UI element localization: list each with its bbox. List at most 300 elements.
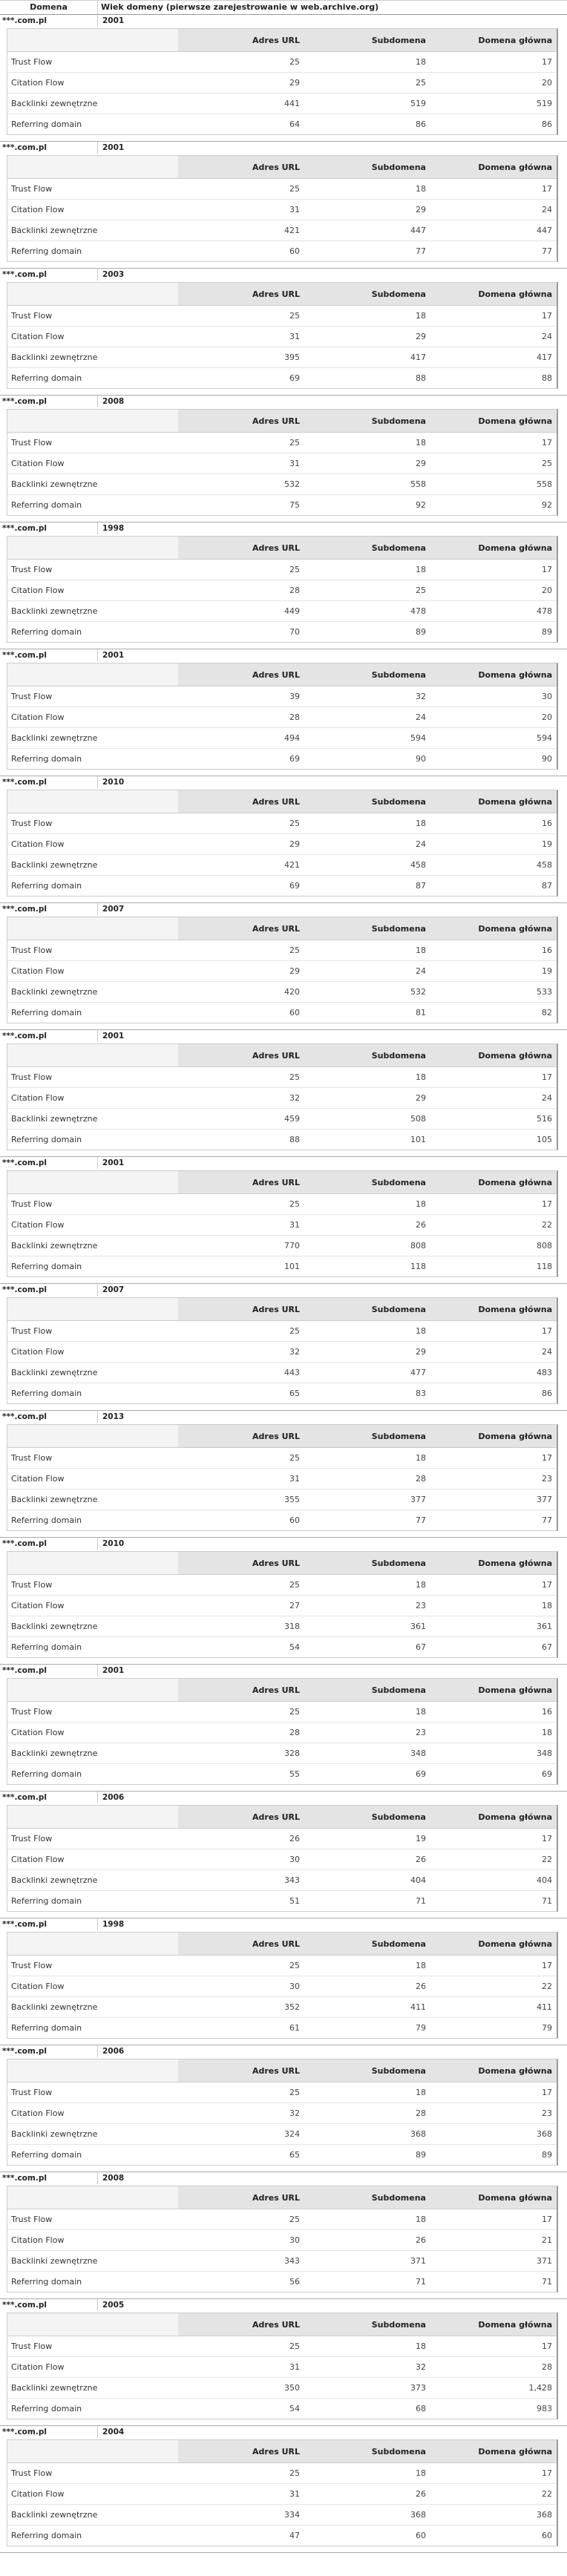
metric-value: 18	[304, 813, 430, 834]
metric-value: 558	[304, 474, 430, 495]
column-header: Subdomena	[304, 410, 430, 433]
metrics-table	[7, 2440, 557, 2546]
table-row	[7, 1469, 557, 1489]
table-row	[7, 2505, 557, 2526]
metric-value: 77	[542, 246, 552, 256]
metric-label: Citation Flow	[7, 834, 178, 855]
metric-value: 47	[289, 2531, 300, 2540]
metric-label: Referring domain	[11, 1262, 82, 1271]
metric-value: 18	[304, 1321, 430, 1342]
metric-value: 54	[289, 2404, 300, 2413]
domain-block	[0, 396, 567, 522]
metric-value: 18	[304, 1448, 430, 1469]
metric-value: 18	[304, 2463, 430, 2484]
domain-name: ***.com.pl	[0, 2299, 98, 2311]
domain-name: ***.com.pl	[0, 1538, 98, 1550]
metric-value: 22	[430, 1849, 557, 1870]
metric-value: 24	[304, 834, 430, 855]
block-spacer	[0, 2292, 567, 2298]
metrics-table	[7, 1298, 557, 1403]
domain-block	[0, 1411, 567, 1538]
metric-value: 29	[304, 200, 430, 220]
metric-value: 348	[304, 1743, 430, 1764]
metric-value: 28	[430, 2357, 557, 2378]
column-header: Subdomena	[304, 1679, 430, 1702]
domain-name: ***.com.pl	[0, 1030, 98, 1042]
metrics-panel	[7, 28, 558, 135]
metric-value: 71	[542, 1896, 552, 1906]
metric-value: 26	[304, 1215, 430, 1236]
metric-value: 324	[178, 2124, 304, 2145]
metric-label: Citation Flow	[7, 707, 178, 728]
table-row	[7, 1383, 557, 1404]
table-row	[7, 1109, 557, 1130]
metric-value: 350	[178, 2378, 304, 2399]
column-header: Domena główna	[430, 2440, 557, 2463]
table-row	[7, 1829, 557, 1849]
report-header	[0, 0, 567, 15]
domain-name: ***.com.pl	[0, 269, 98, 281]
table-row	[7, 1215, 557, 1236]
metric-label: Citation Flow	[7, 1088, 178, 1109]
metric-value: 27	[178, 1596, 304, 1616]
domain-block	[0, 1157, 567, 1284]
metric-value: 67	[542, 1642, 552, 1652]
metric-label: Trust Flow	[7, 560, 178, 580]
metric-value: 32	[178, 1342, 304, 1363]
table-row	[7, 52, 557, 73]
column-header: Subdomena	[304, 156, 430, 179]
table-row	[7, 1510, 557, 1531]
column-header: Adres URL	[178, 1679, 304, 1702]
table-row	[7, 1194, 557, 1215]
domain-row	[0, 2426, 567, 2438]
metric-value: 17	[430, 2209, 557, 2230]
metric-label: Citation Flow	[7, 1342, 178, 1363]
metric-value: 18	[304, 306, 430, 327]
metric-label: Referring domain	[11, 2023, 82, 2033]
header-blank-cell	[7, 1298, 178, 1321]
metric-label: Referring domain	[11, 627, 82, 637]
metric-label: Referring domain	[11, 373, 82, 383]
metric-label: Referring domain	[11, 2531, 82, 2540]
metric-label: Backlinki zewnętrzne	[7, 1109, 178, 1130]
column-header: Subdomena	[304, 1933, 430, 1956]
metric-value: 411	[304, 1997, 430, 2018]
metric-value: 88	[289, 1135, 300, 1144]
table-row	[7, 347, 557, 368]
metric-label: Referring domain	[11, 1515, 82, 1525]
metric-value: 22	[430, 1215, 557, 1236]
metric-value: 17	[430, 1829, 557, 1849]
metric-value: 1,428	[430, 2378, 557, 2399]
column-header: Adres URL	[178, 1933, 304, 1956]
metric-value: 17	[430, 52, 557, 73]
metric-value: 31	[178, 1469, 304, 1489]
metric-label: Referring domain	[11, 754, 82, 764]
header-blank-cell	[7, 29, 178, 52]
metric-value: 368	[304, 2124, 430, 2145]
metric-value: 532	[178, 474, 304, 495]
header-blank-cell	[7, 1552, 178, 1575]
metric-label: Backlinki zewnętrzne	[7, 2505, 178, 2526]
metric-value: 352	[178, 1997, 304, 2018]
domain-year: 2010	[102, 778, 125, 787]
metric-label: Citation Flow	[7, 453, 178, 474]
domain-name: ***.com.pl	[0, 649, 98, 661]
metric-value: 441	[178, 94, 304, 114]
metric-value: 69	[289, 754, 300, 764]
table-row	[7, 2336, 557, 2357]
metric-label: Trust Flow	[7, 179, 178, 200]
metric-value: 79	[542, 2023, 552, 2033]
domain-block	[0, 2172, 567, 2299]
domain-year: 2001	[102, 16, 125, 25]
header-blank-cell	[7, 917, 178, 940]
metric-value: 23	[304, 1596, 430, 1616]
metric-value: 18	[304, 52, 430, 73]
metric-value: 25	[178, 1448, 304, 1469]
metric-value: 60	[289, 246, 300, 256]
metric-value: 90	[416, 754, 426, 764]
table-row	[7, 1448, 557, 1469]
metric-value: 29	[304, 453, 430, 474]
metrics-panel	[7, 2313, 558, 2419]
header-blank-cell	[7, 410, 178, 433]
table-header-row	[7, 1552, 557, 1575]
metric-value: 25	[178, 52, 304, 73]
metric-value: 594	[430, 728, 557, 749]
metrics-table	[7, 2059, 557, 2165]
metric-value: 71	[416, 2277, 426, 2287]
metric-value: 68	[416, 2404, 426, 2413]
metric-value: 18	[430, 1723, 557, 1743]
block-spacer	[0, 1023, 567, 1029]
table-row	[7, 2526, 557, 2546]
metric-label: Trust Flow	[7, 433, 178, 453]
metric-value: 90	[542, 754, 552, 764]
metrics-table	[7, 1933, 557, 2038]
metric-value: 368	[430, 2505, 557, 2526]
metric-value: 118	[537, 1262, 552, 1271]
table-row	[7, 114, 557, 135]
table-row	[7, 601, 557, 622]
metric-value: 17	[430, 1321, 557, 1342]
table-row	[7, 495, 557, 516]
domain-row	[0, 269, 567, 281]
table-row	[7, 2378, 557, 2399]
metric-label: Trust Flow	[7, 52, 178, 73]
column-header: Subdomena	[304, 537, 430, 560]
table-row	[7, 749, 557, 770]
table-row	[7, 1702, 557, 1723]
block-spacer	[0, 389, 567, 395]
table-row	[7, 1088, 557, 1109]
domain-name: ***.com.pl	[0, 1792, 98, 1803]
table-row	[7, 2484, 557, 2505]
metric-label: Citation Flow	[7, 1596, 178, 1616]
domain-row	[0, 1792, 567, 1803]
table-row	[7, 1723, 557, 1743]
block-spacer	[0, 1531, 567, 1537]
domain-block	[0, 1284, 567, 1411]
metric-value: 25	[178, 179, 304, 200]
domain-year: 2001	[102, 1158, 125, 1167]
metric-value: 368	[430, 2124, 557, 2145]
table-row	[7, 2399, 557, 2419]
column-header: Subdomena	[304, 2313, 430, 2336]
metric-label: Trust Flow	[7, 2336, 178, 2357]
metric-value: 31	[178, 200, 304, 220]
table-header-row	[7, 410, 557, 433]
metric-value: 83	[416, 1389, 426, 1398]
table-row	[7, 474, 557, 495]
metric-value: 92	[416, 500, 426, 510]
metric-value: 334	[178, 2505, 304, 2526]
metric-value: 81	[416, 1008, 426, 1017]
domain-row	[0, 2299, 567, 2311]
metric-label: Trust Flow	[7, 1321, 178, 1342]
column-header: Adres URL	[178, 2440, 304, 2463]
domain-block	[0, 2299, 567, 2426]
column-header: Adres URL	[178, 537, 304, 560]
metric-value: 17	[430, 179, 557, 200]
column-header: Domena główna	[430, 1679, 557, 1702]
metric-label: Referring domain	[11, 2404, 82, 2413]
metric-value: 24	[304, 707, 430, 728]
table-row	[7, 94, 557, 114]
table-row	[7, 1489, 557, 1510]
metric-value: 411	[430, 1997, 557, 2018]
metric-label: Backlinki zewnętrzne	[7, 1743, 178, 1764]
domain-name: ***.com.pl	[0, 15, 98, 27]
domain-row	[0, 1030, 567, 1042]
metrics-panel	[7, 1297, 558, 1404]
metric-value: 101	[284, 1262, 300, 1271]
metric-value: 25	[178, 1321, 304, 1342]
domain-year: 2003	[102, 270, 125, 279]
metrics-panel	[7, 1805, 558, 1912]
metric-value: 25	[178, 560, 304, 580]
table-row	[7, 1997, 557, 2018]
metric-label: Trust Flow	[7, 1702, 178, 1723]
table-header-row	[7, 1044, 557, 1067]
metric-label: Trust Flow	[7, 1067, 178, 1088]
metric-value: 61	[289, 2023, 300, 2033]
metric-value: 89	[416, 627, 426, 637]
metric-value: 355	[178, 1489, 304, 1510]
metric-value: 18	[304, 1702, 430, 1723]
table-row	[7, 1236, 557, 1256]
metric-value: 82	[542, 1008, 552, 1017]
metric-value: 17	[430, 1194, 557, 1215]
table-header-row	[7, 917, 557, 940]
header-age: Wiek domeny (pierwsze zarejestrowanie w web.archive.org)	[101, 2, 379, 12]
domain-block	[0, 1665, 567, 1792]
table-header-row	[7, 663, 557, 686]
metric-label: Trust Flow	[7, 2463, 178, 2484]
column-header: Adres URL	[178, 410, 304, 433]
domain-year: 1998	[102, 524, 125, 533]
metric-value: 318	[178, 1616, 304, 1637]
table-row	[7, 1363, 557, 1383]
metric-label: Citation Flow	[7, 2230, 178, 2251]
metric-value: 26	[304, 2484, 430, 2505]
header-blank-cell	[7, 663, 178, 686]
metric-value: 28	[304, 1469, 430, 1489]
header-blank-cell	[7, 790, 178, 813]
domain-year: 2001	[102, 143, 125, 152]
metric-label: Referring domain	[11, 1135, 82, 1144]
metric-value: 28	[178, 580, 304, 601]
metric-value: 86	[542, 1389, 552, 1398]
metric-value: 26	[304, 2230, 430, 2251]
column-header: Domena główna	[430, 156, 557, 179]
domain-row	[0, 1538, 567, 1550]
metric-value: 89	[542, 2150, 552, 2160]
metric-value: 64	[289, 119, 300, 129]
metric-value: 30	[178, 1976, 304, 1997]
table-row	[7, 2124, 557, 2145]
table-row	[7, 220, 557, 241]
metric-value: 25	[304, 73, 430, 94]
column-header: Adres URL	[178, 1425, 304, 1448]
metric-value: 18	[304, 179, 430, 200]
column-header: Subdomena	[304, 1044, 430, 1067]
metric-label: Backlinki zewnętrzne	[7, 982, 178, 1003]
domain-block	[0, 1030, 567, 1157]
metric-value: 594	[304, 728, 430, 749]
metric-label: Referring domain	[11, 881, 82, 891]
column-header: Subdomena	[304, 2440, 430, 2463]
header-blank-cell	[7, 537, 178, 560]
table-row	[7, 1976, 557, 1997]
table-row	[7, 686, 557, 707]
metric-value: 16	[430, 1702, 557, 1723]
domain-name: ***.com.pl	[0, 2426, 98, 2438]
metric-value: 101	[410, 1135, 426, 1144]
metrics-table	[7, 790, 557, 896]
table-row	[7, 1342, 557, 1363]
block-spacer	[0, 2166, 567, 2172]
domain-row	[0, 1157, 567, 1169]
metric-value: 20	[430, 73, 557, 94]
domain-row	[0, 2045, 567, 2057]
metric-label: Citation Flow	[7, 580, 178, 601]
table-header-row	[7, 2186, 557, 2209]
metric-label: Citation Flow	[7, 200, 178, 220]
metric-value: 18	[304, 1194, 430, 1215]
metric-value: 17	[430, 2463, 557, 2484]
table-row	[7, 1764, 557, 1785]
domain-block	[0, 649, 567, 776]
metric-value: 17	[430, 1067, 557, 1088]
column-header: Subdomena	[304, 283, 430, 306]
metric-value: 458	[430, 855, 557, 876]
metrics-table	[7, 1806, 557, 1911]
header-blank-cell	[7, 1933, 178, 1956]
metric-value: 17	[430, 1956, 557, 1976]
metric-value: 18	[304, 1575, 430, 1596]
metric-value: 18	[304, 1956, 430, 1976]
metric-value: 25	[178, 433, 304, 453]
table-header-row	[7, 283, 557, 306]
metric-value: 23	[304, 1723, 430, 1743]
metric-label: Backlinki zewnętrzne	[7, 2124, 178, 2145]
metric-value: 417	[304, 347, 430, 368]
header-blank-cell	[7, 2313, 178, 2336]
metric-value: 26	[304, 1976, 430, 1997]
metrics-table	[7, 1679, 557, 1784]
metric-value: 25	[178, 1956, 304, 1976]
metric-value: 18	[304, 940, 430, 961]
metrics-table	[7, 917, 557, 1023]
column-header: Domena główna	[430, 2313, 557, 2336]
block-spacer	[0, 1150, 567, 1156]
table-row	[7, 1256, 557, 1277]
metric-value: 22	[430, 2484, 557, 2505]
metrics-panel	[7, 1678, 558, 1785]
column-header: Domena główna	[430, 1298, 557, 1321]
metric-value: 67	[416, 1642, 426, 1652]
metric-value: 983	[537, 2404, 552, 2413]
domain-year: 2005	[102, 2301, 125, 2310]
metric-value: 28	[178, 1723, 304, 1743]
domain-block	[0, 522, 567, 649]
domain-block	[0, 142, 567, 269]
table-row	[7, 982, 557, 1003]
metric-value: 32	[178, 2103, 304, 2124]
column-header: Subdomena	[304, 790, 430, 813]
metric-label: Backlinki zewnętrzne	[7, 2251, 178, 2272]
table-row	[7, 453, 557, 474]
table-header-row	[7, 1933, 557, 1956]
column-header: Adres URL	[178, 1298, 304, 1321]
block-spacer	[0, 770, 567, 776]
domain-year: 2007	[102, 905, 125, 914]
column-header: Adres URL	[178, 663, 304, 686]
table-header-row	[7, 156, 557, 179]
column-header: Domena główna	[430, 283, 557, 306]
metric-value: 16	[430, 813, 557, 834]
metric-value: 16	[430, 940, 557, 961]
header-blank-cell	[7, 1679, 178, 1702]
metrics-table	[7, 1044, 557, 1150]
table-row	[7, 813, 557, 834]
metric-value: 508	[304, 1109, 430, 1130]
metric-value: 86	[542, 119, 552, 129]
metric-value: 421	[178, 220, 304, 241]
table-header-row	[7, 1425, 557, 1448]
metric-value: 25	[178, 1702, 304, 1723]
metric-value: 17	[430, 1448, 557, 1469]
metric-label: Trust Flow	[7, 940, 178, 961]
domain-row	[0, 142, 567, 154]
metric-label: Backlinki zewnętrzne	[7, 220, 178, 241]
header-blank-cell	[7, 2059, 178, 2082]
block-spacer	[0, 2546, 567, 2552]
table-row	[7, 1321, 557, 1342]
header-blank-cell	[7, 1044, 178, 1067]
metric-value: 417	[430, 347, 557, 368]
metric-label: Citation Flow	[7, 2357, 178, 2378]
metric-value: 25	[178, 1067, 304, 1088]
metric-value: 75	[289, 500, 300, 510]
metric-label: Citation Flow	[7, 1469, 178, 1489]
metric-value: 69	[416, 1769, 426, 1779]
metrics-panel	[7, 790, 558, 897]
domain-block	[0, 2045, 567, 2172]
